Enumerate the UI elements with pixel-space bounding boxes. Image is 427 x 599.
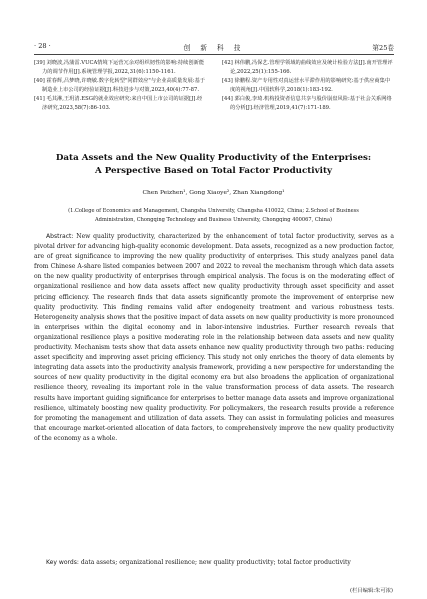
column-editor-note: (栏目编辑:朱可浓) bbox=[350, 588, 393, 594]
references-left-column bbox=[34, 59, 206, 114]
reference-item: [44] 郭白俊,李琦.机构投资者信息共享与股价崩盘风险:基于社会关系网络的分析[J].经济管理,2019,41(7):171-189. bbox=[222, 96, 392, 112]
abstract-paragraph bbox=[34, 232, 394, 444]
reference-item: [43] 徐鹏程.资产专用性对真运营水平滞作用的影响研究:基于供应商集中度的视角[J].中国软科学,2018(1):183-192. bbox=[222, 78, 391, 94]
reference-item: [42] 林伟鹏,冯保艺.管理学领域的曲线效应及统计检验方法[J].南开管理评论,2022,25(1):155-166. bbox=[222, 60, 393, 76]
page-number: · 28 · bbox=[34, 42, 51, 50]
keywords bbox=[34, 558, 394, 568]
keywords-body: data assets; organizational resilience; new quality productivity; total factor productivity bbox=[80, 559, 351, 566]
abstract bbox=[34, 232, 394, 444]
abstract-label: Abstract: bbox=[46, 233, 74, 240]
paper-title bbox=[20, 152, 407, 178]
volume-label: 第25卷 bbox=[372, 44, 394, 52]
affiliation-line: (1.College of Economics and Management, Changsha University, Changsha 410022, China; 2.School of Business bbox=[68, 208, 359, 214]
affiliation-line: Administration, Chongqing Technology and Business University, Chongqing 400067, China) bbox=[95, 217, 332, 224]
reference-item: [41] 毛其淋,王玥清.ESG的就业效应研究:来自中国上市公司的证据[J].经济研究,2023,58(7):86-103. bbox=[34, 96, 203, 112]
journal-name: 创 新 科 技 bbox=[183, 44, 245, 52]
title-line: Data Assets and the New Quality Productivity of the Enterprises: bbox=[55, 153, 372, 163]
references-right-column bbox=[222, 59, 394, 114]
affiliations bbox=[40, 207, 387, 226]
keywords-label: Key words: bbox=[46, 559, 79, 566]
title-line: A Perspective Based on Total Factor Productivity bbox=[94, 166, 333, 176]
reference-item: [40] 霍春辉,吕梦晓,许晓敏.数字化转型"同群效应"与企业高质量发展:基于制造业上市公司的经验证据[J].科技进步与对策,2023,40(4):77-87. bbox=[34, 78, 206, 94]
header-divider bbox=[34, 54, 394, 55]
running-header bbox=[34, 42, 394, 52]
reference-item: [39] 刘晓波,冯蒲雷.VUCA情境下运营冗余对组织韧性的影响:持续创新能力的调节作用[J].系统管理学报,2022,31(6):1150-1161. bbox=[34, 60, 205, 76]
abstract-body: New quality productivity, characterized by the enhancement of total factor productivity, serves as a pivotal driver for advancing high-quality economic development. Data assets, recognized as a new production factor, are of great significance to improving the new quality productivity of enterprises. This study analyzes panel data from Chinese A-share listed companies between 2007 and 2022 to reveal the mechanism through which data assets on the new quality productivity of enterprises through empirical analysis. The focus is on the moderating effect of organizational resilience and how data assets affect new quality productivity through asset specificity and asset pricing efficiency. The research finds that data assets significantly promote the improvement of enterprise new quality productivity. This finding remains valid after endogeneity treatment and various robustness tests. Heterogeneity analysis shows that the positive impact of data assets on new quality productivity is more pronounced in enterprises within the digital economy and in labor-intensive industries. Further research reveals that organizational resilience plays a positive moderating role in the relationship between data assets and new quality productivity. Mechanism tests show that data assets enhance new quality productivity through two paths: reducing asset specificity and improving asset pricing efficiency. This study not only enriches the theory of data elements by integrating data assets into the productivity analysis framework, providing a new perspective for understanding the sources of new quality productivity in the digital economy era but also broadens the application of organizational resilience theory, revealing its important role in the value transformation process of data assets. The research results have important guiding significance for enterprises to better manage data assets and improve organizational resilience, ultimately boosting new quality productivity. For policymakers, the research results provide a reference for promoting the management and utilization of data assets. They can assist in formulating policies and measures that encourage market-oriented allocation of data factors, to comprehensively improve the new quality productivity of the economy as a whole. bbox=[34, 233, 394, 442]
author-list: Chen Peizhen¹, Gong Xiaoye², Zhan Xiangdong¹ bbox=[142, 190, 285, 196]
